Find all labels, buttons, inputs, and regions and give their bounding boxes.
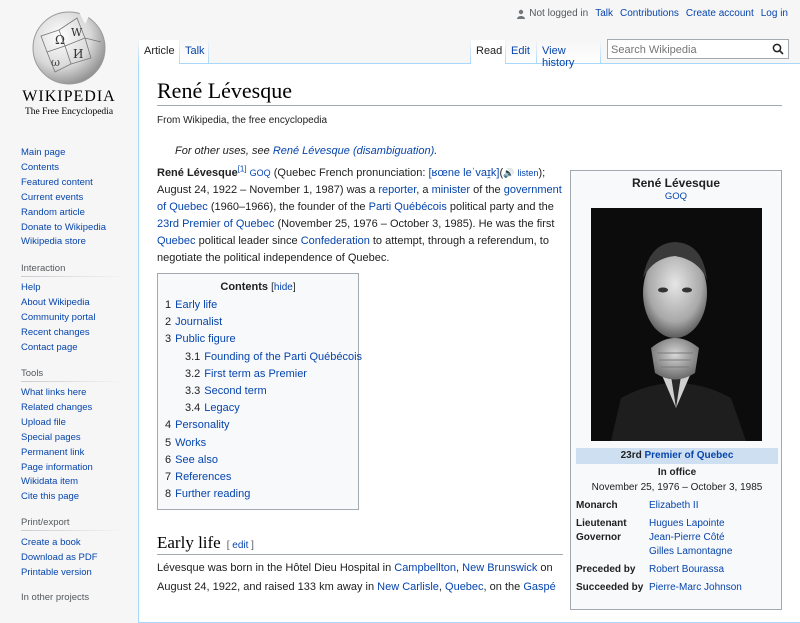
sidebar-item[interactable]: Featured content bbox=[21, 176, 93, 188]
sidebar-item[interactable]: Contents bbox=[21, 161, 60, 173]
sidebar-item[interactable]: Special pages bbox=[21, 431, 81, 443]
sidebar-item[interactable]: Download as PDF bbox=[21, 551, 98, 563]
disambiguation-link[interactable]: René Lévesque (disambiguation) bbox=[272, 145, 435, 157]
section-heading: Early life [ edit ] bbox=[157, 533, 254, 552]
toc-link[interactable]: Personality bbox=[175, 419, 230, 432]
preceded-by-link[interactable]: Robert Bourassa bbox=[649, 564, 725, 575]
toc-link[interactable]: Early life bbox=[175, 299, 218, 311]
page-title: René Lévesque bbox=[157, 78, 292, 103]
sidebar-item[interactable]: Help bbox=[21, 282, 41, 293]
toc-item[interactable]: 3.2 First term as Premier bbox=[185, 367, 307, 380]
table-of-contents bbox=[157, 273, 363, 510]
tab-edit[interactable]: Edit bbox=[506, 40, 536, 64]
campbellton-link[interactable]: Campbellton bbox=[394, 562, 457, 574]
infobox-goq-link[interactable]: GOQ bbox=[664, 191, 688, 202]
login-link[interactable]: Log in bbox=[760, 8, 788, 19]
succeeded-by-link[interactable]: Pierre-Marc Johnson bbox=[649, 582, 742, 593]
office-dates: November 25, 1976 – October 3, 1985 bbox=[591, 482, 763, 493]
sidebar-heading-interaction: Interaction bbox=[21, 263, 66, 274]
toc-item[interactable]: 7 References bbox=[165, 470, 232, 483]
toc-item[interactable]: 6 See also bbox=[165, 453, 218, 466]
wikipedia-logo[interactable] bbox=[14, 8, 124, 123]
sidebar-divider bbox=[21, 381, 126, 382]
sidebar-divider bbox=[21, 276, 126, 277]
sidebar-item[interactable]: Current events bbox=[21, 191, 84, 203]
section-edit-link[interactable]: edit bbox=[232, 540, 249, 551]
goq-link[interactable]: GOQ bbox=[249, 168, 271, 178]
parti-quebecois-link[interactable]: Parti Québécois bbox=[368, 201, 447, 213]
sidebar-item[interactable]: Page information bbox=[21, 461, 93, 473]
talk-link[interactable]: Talk bbox=[595, 8, 613, 19]
search-input[interactable] bbox=[608, 41, 768, 59]
svg-text:ω: ω bbox=[51, 56, 60, 69]
puzzle-globe-icon bbox=[29, 8, 109, 88]
toc-link[interactable]: Further reading bbox=[175, 488, 251, 501]
new-brunswick-link[interactable]: New Brunswick bbox=[462, 562, 538, 574]
sidebar-item[interactable]: Create a book bbox=[21, 537, 81, 548]
search-box bbox=[607, 39, 789, 59]
listen-link[interactable]: listen bbox=[517, 168, 539, 178]
toc-item[interactable]: 2 Journalist bbox=[165, 316, 223, 329]
lieutenant-link[interactable]: Hugues Lapointe bbox=[649, 518, 725, 529]
sidebar-item[interactable]: Printable version bbox=[21, 566, 92, 578]
minister-link[interactable]: minister bbox=[431, 184, 471, 196]
toc-title: Contents [hide] bbox=[220, 281, 296, 293]
svg-text:И: И bbox=[73, 47, 84, 61]
ipa-link[interactable]: [ʁœne leˈvaɪ̯k] bbox=[428, 167, 500, 179]
section-paragraph: Lévesque was born in the Hôtel Dieu Hospital in Campbellton, New Brunswick on August 24, 1922, and raised 133 km away in New Carlisle, Quebec, on the Gaspé bbox=[157, 562, 556, 593]
toc-item[interactable]: 3.4 Legacy bbox=[185, 402, 240, 415]
search-icon[interactable] bbox=[772, 43, 784, 55]
section-divider bbox=[157, 554, 563, 555]
hatnote: For other uses, see René Lévesque (disambiguation). bbox=[175, 145, 438, 157]
wordmark: WIKIPEDIA bbox=[22, 88, 116, 105]
user-icon bbox=[516, 9, 526, 19]
sidebar-item[interactable]: Upload file bbox=[21, 416, 66, 428]
reporter-link[interactable]: reporter bbox=[378, 184, 417, 196]
not-logged-in: Not logged in bbox=[516, 8, 588, 19]
premier-link[interactable]: 23rd Premier of Quebec bbox=[157, 218, 275, 230]
sidebar-divider bbox=[21, 530, 126, 531]
sidebar-item[interactable]: Permanent link bbox=[21, 446, 85, 458]
toc-link[interactable]: See also bbox=[175, 453, 218, 466]
sidebar-item[interactable]: What links here bbox=[21, 387, 87, 398]
gaspe-link[interactable]: Gaspé bbox=[523, 581, 556, 593]
portrait-image[interactable] bbox=[591, 208, 762, 441]
toc-item[interactable]: 5 Works bbox=[165, 436, 207, 449]
site-subtitle: From Wikipedia, the free encyclopedia bbox=[157, 115, 328, 126]
personal-tools bbox=[516, 8, 788, 19]
tab-view-history[interactable]: View history bbox=[537, 40, 600, 64]
office-header: 23rd Premier of Quebec bbox=[576, 448, 778, 464]
toc-link[interactable]: Journalist bbox=[175, 316, 223, 329]
svg-text:W: W bbox=[71, 26, 83, 39]
tab-read[interactable]: Read bbox=[471, 40, 505, 64]
lieutenant-link[interactable]: Jean-Pierre Côté bbox=[649, 532, 725, 543]
quebec-link[interactable]: Quebec bbox=[157, 235, 196, 247]
infobox: René Lévesque GOQ 23rd Premier of Quebec In office November 25, 1976 – October 3, 1985 Monarch Elizabeth II Lieutenant Governor Hugues Lapointe Jean-Pierre Côté Gilles Lamontagne Preceded by Robert Bourassa Succeeded by Pierre-Marc Johnson bbox=[570, 170, 782, 610]
infobox-title: René Lévesque bbox=[631, 176, 721, 190]
sidebar-item[interactable]: Wikipedia store bbox=[21, 236, 86, 248]
sidebar-item[interactable]: Random article bbox=[21, 206, 85, 218]
toc-item[interactable]: 8 Further reading bbox=[165, 488, 251, 501]
sidebar-item[interactable]: Wikidata item bbox=[21, 476, 79, 488]
confederation-link[interactable]: Confederation bbox=[300, 235, 370, 247]
sidebar-item[interactable]: About Wikipedia bbox=[21, 296, 90, 308]
government-link[interactable]: government of Quebec bbox=[157, 184, 562, 213]
toc-item[interactable]: 3.3 Second term bbox=[185, 384, 267, 397]
sidebar-item[interactable]: Recent changes bbox=[21, 326, 90, 338]
toc-item[interactable]: 3.1 Founding of the Parti Québécois bbox=[185, 350, 363, 363]
toc-link[interactable]: Second term bbox=[204, 384, 267, 397]
toc-link[interactable]: Works bbox=[175, 436, 207, 449]
sidebar-item[interactable]: Community portal bbox=[21, 311, 96, 323]
toc-hide-link[interactable]: hide bbox=[273, 282, 293, 293]
title-divider bbox=[157, 105, 782, 106]
create-account-link[interactable]: Create account bbox=[685, 8, 754, 19]
tab-article[interactable]: Article bbox=[139, 40, 179, 64]
quebec-link[interactable]: Quebec bbox=[445, 581, 484, 593]
toc-link[interactable]: Public figure bbox=[175, 333, 236, 346]
in-office-label: In office bbox=[657, 467, 697, 478]
toc-item[interactable]: 4 Personality bbox=[165, 419, 230, 432]
tab-talk[interactable]: Talk bbox=[180, 40, 208, 64]
toc-link[interactable]: First term as Premier bbox=[204, 367, 307, 380]
sidebar-item[interactable]: Main page bbox=[21, 147, 66, 158]
toc-link[interactable]: Founding of the Parti Québécois bbox=[204, 350, 363, 363]
toc-link[interactable]: Legacy bbox=[204, 402, 240, 415]
contributions-link[interactable]: Contributions bbox=[620, 8, 679, 19]
lieutenant-link[interactable]: Gilles Lamontagne bbox=[649, 546, 733, 557]
toc-item[interactable]: 1 Early life bbox=[165, 299, 218, 311]
monarch-link[interactable]: Elizabeth II bbox=[649, 500, 699, 511]
reference-link[interactable]: [1] bbox=[237, 164, 247, 174]
sidebar-item[interactable]: Contact page bbox=[21, 341, 78, 353]
logo-tagline: The Free Encyclopedia bbox=[24, 107, 114, 117]
sidebar-heading-tools: Tools bbox=[21, 368, 44, 379]
sidebar-heading-print: Print/export bbox=[21, 517, 70, 528]
svg-text:Ω: Ω bbox=[55, 33, 65, 47]
speaker-icon[interactable]: 🔊 bbox=[503, 168, 515, 178]
sidebar-item[interactable]: Cite this page bbox=[21, 491, 80, 503]
sidebar-item[interactable]: Donate to Wikipedia bbox=[21, 221, 107, 233]
toc-link[interactable]: References bbox=[175, 470, 232, 483]
sidebar-heading-other-projects: In other projects bbox=[21, 592, 90, 603]
subject-name: René Lévesque bbox=[157, 167, 238, 179]
sidebar-item[interactable]: Related changes bbox=[21, 401, 93, 413]
lead-paragraph: René Lévesque[1] GOQ (Quebec French pronunciation: [ʁœne leˈvaɪ̯k](🔊 listen); August 24, 1922 – November 1, 1987) was a reporter, a minister of the government of Quebec (1960–1966), the founder of the Parti Québécois political party and the 23rd Premier of Quebec (November 25, 1976 – October 3, 1985). He was the first Quebec political leader since Confederation to attempt, through a referendum, to negotiate the political independence of Quebec. bbox=[157, 164, 562, 264]
premier-of-quebec-link[interactable]: Premier of Quebec bbox=[644, 450, 734, 461]
new-carlisle-link[interactable]: New Carlisle bbox=[377, 581, 439, 593]
toc-item[interactable]: 3 Public figure bbox=[165, 333, 236, 346]
